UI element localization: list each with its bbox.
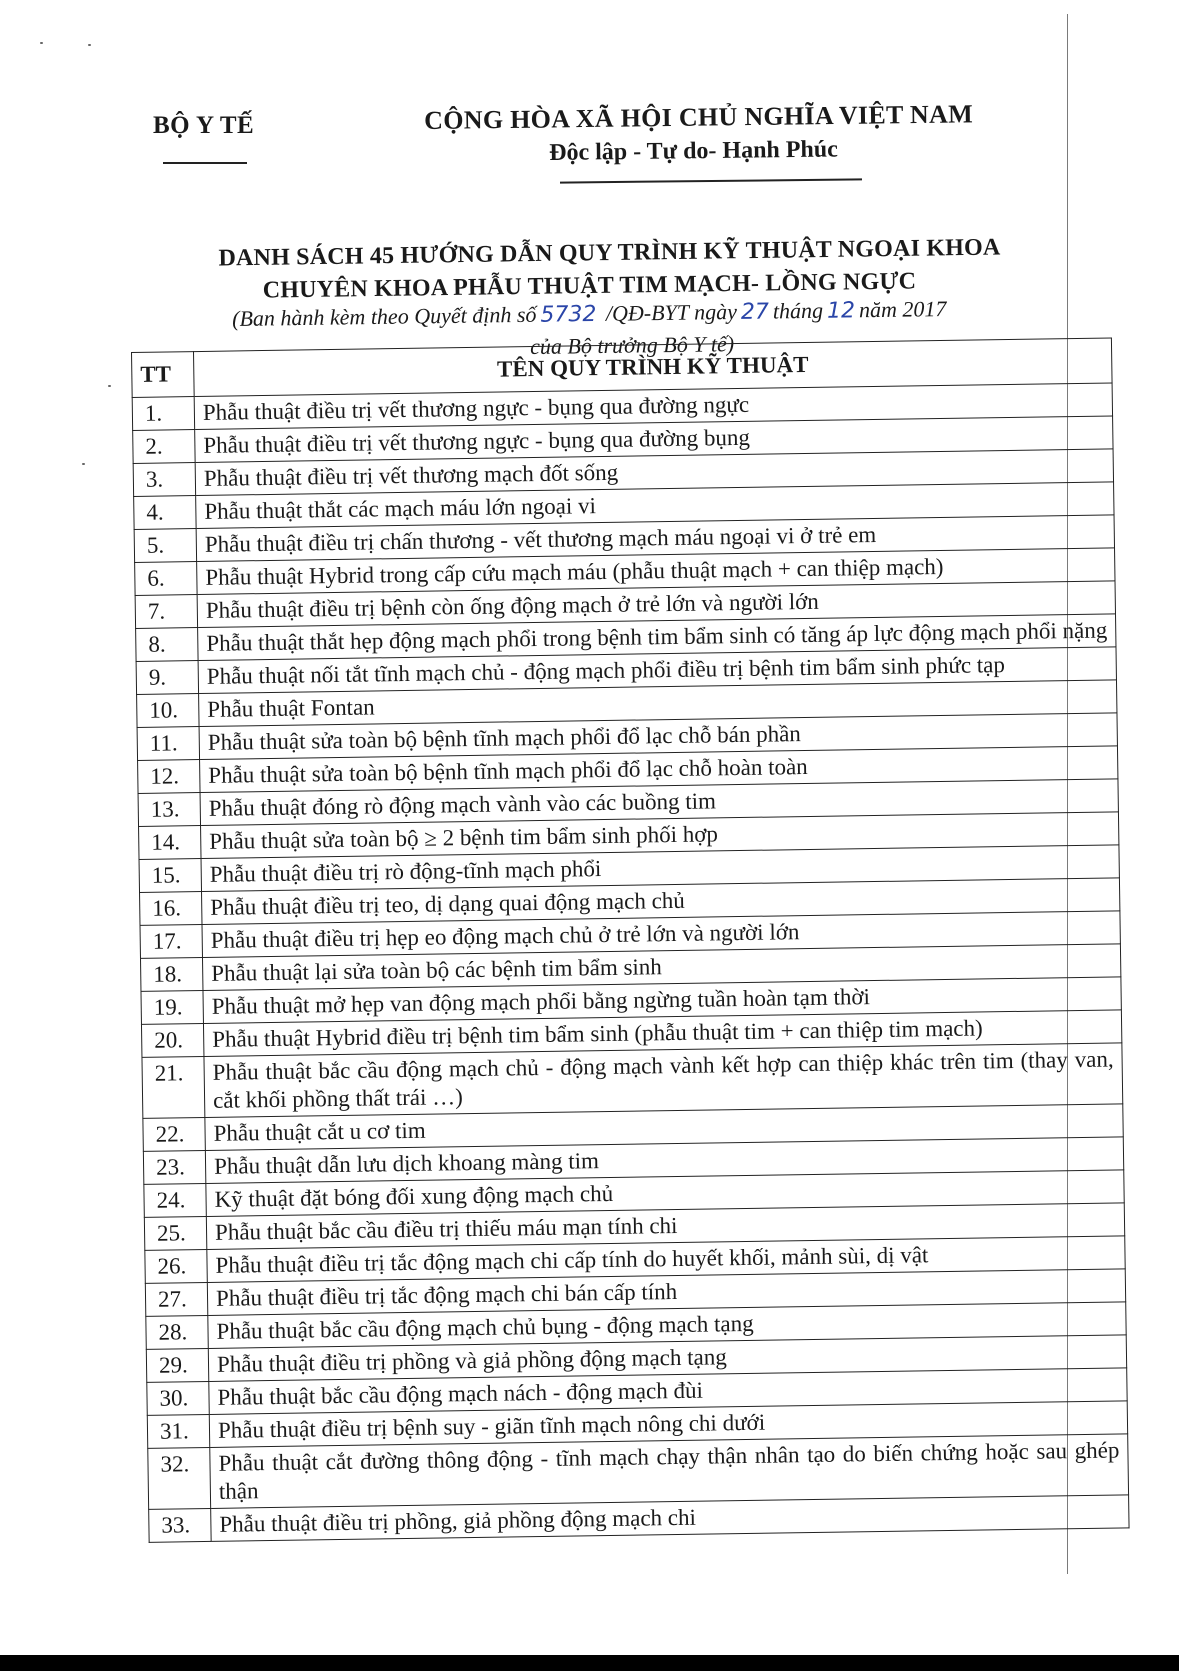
row-number: 2. xyxy=(133,430,195,464)
row-number: 27. xyxy=(145,1282,207,1316)
row-number: 21. xyxy=(142,1056,205,1118)
procedure-name: Phẫu thuật điều trị tắc động mạch chi bán cấp tính xyxy=(207,1269,1125,1316)
row-number: 10. xyxy=(137,694,199,728)
procedure-name: Phẫu thuật Fontan xyxy=(199,680,1117,727)
procedure-name: Phẫu thuật điều trị hẹp eo động mạch chủ ở trẻ lớn và người lớn xyxy=(202,911,1120,958)
row-number: 28. xyxy=(146,1315,208,1349)
row-number: 33. xyxy=(149,1508,211,1542)
procedure-name: Phẫu thuật cắt đường thông động - tĩnh mạch chạy thận nhân tạo do biến chứng hoặc sau ghép thận xyxy=(210,1434,1129,1509)
row-number: 12. xyxy=(138,760,200,794)
issuer-line: của Bộ trưởng Bộ Y tế) xyxy=(530,331,735,359)
row-number: 25. xyxy=(144,1216,206,1250)
scan-speck xyxy=(40,42,43,44)
row-number: 23. xyxy=(143,1150,205,1184)
row-number: 31. xyxy=(147,1414,209,1448)
row-number: 32. xyxy=(148,1447,211,1509)
procedure-name: Phẫu thuật điều trị rò động-tĩnh mạch phổi xyxy=(201,845,1119,892)
procedure-name: Phẫu thuật mở hẹp van động mạch phổi bằng ngừng tuần hoàn tạm thời xyxy=(203,977,1121,1024)
procedure-name: Phẫu thuật lại sửa toàn bộ các bệnh tim bẩm sinh xyxy=(202,944,1120,991)
procedure-name: Kỹ thuật đặt bóng đối xung động mạch chủ xyxy=(206,1170,1124,1217)
procedure-name: Phẫu thuật điều trị bệnh còn ống động mạch ở trẻ lớn và người lớn xyxy=(197,581,1115,628)
column-header-number: TT xyxy=(132,352,195,398)
row-number: 15. xyxy=(139,859,201,893)
procedure-name: Phẫu thuật điều trị phồng và giả phồng động mạch tạng xyxy=(208,1335,1126,1382)
row-number: 20. xyxy=(141,1023,203,1057)
year-label: năm 2017 xyxy=(858,296,947,323)
row-number: 24. xyxy=(144,1183,206,1217)
row-number: 30. xyxy=(147,1381,209,1415)
month-handwritten: 12 xyxy=(826,298,856,324)
row-number: 8. xyxy=(136,628,198,662)
row-number: 1. xyxy=(132,397,194,431)
national-motto: Độc lập - Tự do- Hạnh Phúc xyxy=(549,136,838,166)
row-number: 26. xyxy=(145,1249,207,1283)
day-handwritten: 27 xyxy=(740,299,770,325)
row-number: 9. xyxy=(136,661,198,695)
procedure-name: Phẫu thuật đóng rò động mạch vành vào các buồng tim xyxy=(200,779,1118,826)
issued-mid: /QĐ-BYT ngày xyxy=(605,298,738,326)
motto-underline xyxy=(560,178,862,183)
document-title-line-2: CHUYÊN KHOA PHẪU THUẬT TIM MẠCH- LỒNG NGỰC xyxy=(262,268,917,304)
document-title-line-1: DANH SÁCH 45 HƯỚNG DẪN QUY TRÌNH KỸ THUẬT NGOẠI KHOA xyxy=(218,234,1001,272)
procedure-name: Phẫu thuật điều trị phồng, giả phồng động mạch chi xyxy=(211,1495,1129,1542)
procedure-name: Phẫu thuật sửa toàn bộ ≥ 2 bệnh tim bẩm sinh phối hợp xyxy=(201,812,1119,859)
procedure-name: Phẫu thuật điều trị chấn thương - vết thương mạch máu ngoại vi ở trẻ em xyxy=(196,515,1114,562)
procedure-name: Phẫu thuật nối tắt tĩnh mạch chủ - động mạch phổi điều trị bệnh tim bẩm sinh phức tạp xyxy=(198,647,1116,694)
row-number: 14. xyxy=(139,826,201,860)
row-number: 4. xyxy=(134,496,196,530)
row-number: 18. xyxy=(140,958,202,992)
scan-speck xyxy=(82,463,85,465)
procedure-name: Phẫu thuật điều trị vết thương ngực - bụng qua đường bụng xyxy=(195,416,1113,463)
procedure-table-container xyxy=(131,337,1129,1542)
procedure-name: Phẫu thuật sửa toàn bộ bệnh tĩnh mạch phổi đổ lạc chỗ bán phần xyxy=(199,713,1117,760)
row-number: 13. xyxy=(138,793,200,827)
scan-speck xyxy=(108,385,111,387)
row-number: 6. xyxy=(135,562,197,596)
procedure-name: Phẫu thuật bắc cầu động mạch chủ bụng - động mạch tạng xyxy=(208,1302,1126,1349)
scan-speck xyxy=(88,44,91,46)
row-number: 19. xyxy=(141,991,203,1025)
procedure-name: Phẫu thuật điều trị vết thương mạch đốt sống xyxy=(195,449,1113,496)
decision-number-handwritten: 5732 xyxy=(540,301,597,328)
procedure-name: Phẫu thuật điều trị teo, dị dạng quai động mạch chủ xyxy=(202,878,1120,925)
procedure-table xyxy=(131,337,1130,1542)
procedure-name: Phẫu thuật điều trị vết thương ngực - bụng qua đường ngực xyxy=(194,383,1112,430)
procedure-name: Phẫu thuật cắt u cơ tim xyxy=(205,1104,1123,1151)
table-body xyxy=(132,383,1129,1542)
row-number: 22. xyxy=(143,1117,205,1151)
procedure-name: Phẫu thuật thắt hẹp động mạch phổi trong bệnh tim bẩm sinh có tăng áp lực động mạch phổi nặng xyxy=(198,614,1116,661)
row-number: 11. xyxy=(137,727,199,761)
row-number: 17. xyxy=(140,925,202,959)
row-number: 5. xyxy=(134,529,196,563)
month-label: tháng xyxy=(772,297,824,324)
column-header-name: TÊN QUY TRÌNH KỸ THUẬT xyxy=(194,338,1113,397)
procedure-name: Phẫu thuật thắt các mạch máu lớn ngoại vi xyxy=(196,482,1114,529)
procedure-name: Phẫu thuật sửa toàn bộ bệnh tĩnh mạch phổi đổ lạc chỗ hoàn toàn xyxy=(200,746,1118,793)
procedure-name: Phẫu thuật bắc cầu động mạch nách - động mạch đùi xyxy=(209,1368,1127,1415)
row-number: 7. xyxy=(135,595,197,629)
row-number: 16. xyxy=(140,892,202,926)
row-number: 29. xyxy=(146,1348,208,1382)
ministry-underline xyxy=(163,162,247,164)
republic-name: CỘNG HÒA XÃ HỘI CHỦ NGHĨA VIỆT NAM xyxy=(424,99,974,135)
ministry-name: BỘ Y TẾ xyxy=(153,112,255,139)
scan-bottom-border xyxy=(0,1655,1179,1671)
procedure-name: Phẫu thuật điều trị bệnh suy - giãn tĩnh mạch nông chi dưới xyxy=(209,1401,1127,1448)
row-number: 3. xyxy=(133,463,195,497)
procedure-name: Phẫu thuật bắc cầu điều trị thiếu máu mạn tính chi xyxy=(206,1203,1124,1250)
procedure-name: Phẫu thuật dẫn lưu dịch khoang màng tim xyxy=(205,1137,1123,1184)
procedure-name: Phẫu thuật Hybrid điều trị bệnh tim bẩm sinh (phẫu thuật tim + can thiệp tim mạch) xyxy=(203,1010,1121,1057)
issued-prefix: (Ban hành kèm theo Quyết định số xyxy=(232,301,537,331)
procedure-name: Phẫu thuật Hybrid trong cấp cứu mạch máu (phẫu thuật mạch + can thiệp mạch) xyxy=(197,548,1115,595)
procedure-name: Phẫu thuật bắc cầu động mạch chủ - động mạch vành kết hợp can thiệp khác trên tim (thay van, cắt khối phồng thất trái …) xyxy=(204,1043,1123,1118)
procedure-name: Phẫu thuật điều trị tắc động mạch chi cấp tính do huyết khối, mảnh sùi, dị vật xyxy=(207,1236,1125,1283)
